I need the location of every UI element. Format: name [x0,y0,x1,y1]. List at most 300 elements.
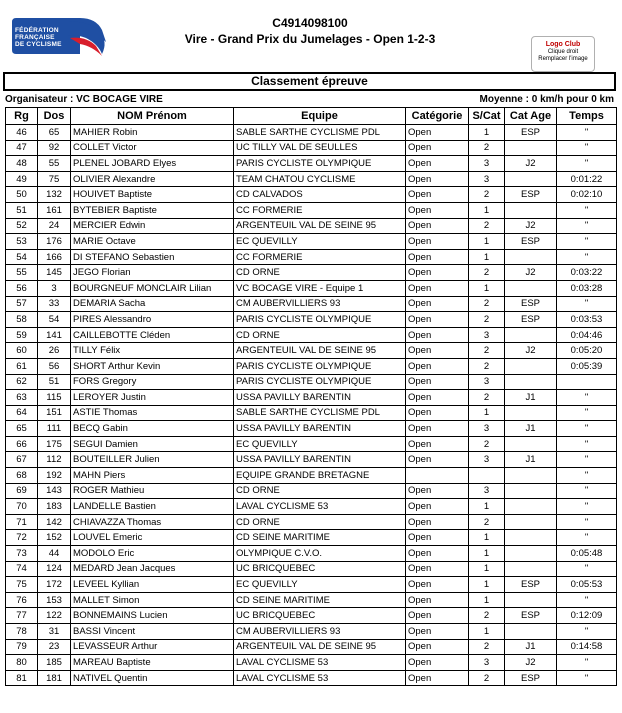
cell-equipe: CD ORNE [234,514,406,530]
cell-temps: " [557,405,617,421]
cell-temps: " [557,390,617,406]
table-row [6,514,617,530]
cell-cat-age [505,468,557,484]
cell-cat-age: J1 [505,639,557,655]
cell-equipe: PARIS CYCLISTE OLYMPIQUE [234,312,406,328]
cell-equipe: CC FORMERIE [234,249,406,265]
cell-temps: 0:04:46 [557,327,617,343]
cell-nom: DI STEFANO Sebastien [71,249,234,265]
cell-temps: " [557,670,617,686]
cell-equipe: EC QUEVILLY [234,436,406,452]
col-header-equipe: Equipe [234,108,406,125]
cell-nom: MODOLO Eric [71,546,234,562]
cell-scat: 1 [469,577,505,593]
cell-rg: 48 [6,156,38,172]
cell-categorie: Open [406,624,469,640]
cell-equipe: CD SEINE MARITIME [234,592,406,608]
cell-dos: 145 [38,265,71,281]
cell-categorie: Open [406,265,469,281]
cell-equipe: ARGENTEUIL VAL DE SEINE 95 [234,218,406,234]
cell-cat-age [505,546,557,562]
ffc-logo-line3: DE CYCLISME [15,41,62,48]
cell-categorie: Open [406,546,469,562]
table-row [6,171,617,187]
cell-scat: 1 [469,592,505,608]
cell-rg: 78 [6,624,38,640]
cell-equipe: USSA PAVILLY BARENTIN [234,452,406,468]
cell-rg: 58 [6,312,38,328]
cell-categorie: Open [406,561,469,577]
cell-nom: BOUTEILLER Julien [71,452,234,468]
table-row [6,592,617,608]
cell-rg: 61 [6,358,38,374]
cell-scat: 3 [469,452,505,468]
cell-cat-age: ESP [505,187,557,203]
cell-rg: 63 [6,390,38,406]
cell-cat-age [505,140,557,156]
cell-nom: LEVASSEUR Arthur [71,639,234,655]
cell-nom: LEROYER Justin [71,390,234,406]
cell-rg: 59 [6,327,38,343]
cell-nom: BECQ Gabin [71,421,234,437]
club-logo-title: Logo Club [545,41,581,48]
cell-categorie: Open [406,327,469,343]
cell-scat: 3 [469,374,505,390]
cell-equipe: CD ORNE [234,327,406,343]
table-row [6,639,617,655]
cell-nom: PIRES Alessandro [71,312,234,328]
cell-cat-age [505,280,557,296]
cell-categorie: Open [406,312,469,328]
cell-equipe: EC QUEVILLY [234,234,406,250]
results-table [5,107,617,686]
table-row [6,202,617,218]
race-title: Vire - Grand Prix du Jumelages - Open 1-2-3 [184,32,436,46]
col-header-temps: Temps [557,108,617,125]
cell-scat: 2 [469,140,505,156]
cell-scat: 3 [469,327,505,343]
results-body [6,125,617,686]
cell-temps: " [557,592,617,608]
cell-equipe: CD ORNE [234,265,406,281]
cell-rg: 75 [6,577,38,593]
cell-scat: 3 [469,171,505,187]
cell-categorie: Open [406,405,469,421]
table-row [6,421,617,437]
cell-cat-age [505,358,557,374]
cell-temps: " [557,140,617,156]
ffc-logo-line2: FRANÇAISE [15,34,55,41]
table-row [6,327,617,343]
cell-dos: 33 [38,296,71,312]
cell-nom: BASSI Vincent [71,624,234,640]
cell-scat: 2 [469,390,505,406]
cell-categorie: Open [406,343,469,359]
cell-equipe: PARIS CYCLISTE OLYMPIQUE [234,156,406,172]
cell-categorie: Open [406,140,469,156]
cell-scat [469,468,505,484]
cell-dos: 24 [38,218,71,234]
cell-dos: 132 [38,187,71,203]
cell-scat: 2 [469,358,505,374]
col-header-nom: NOM Prénom [71,108,234,125]
cell-nom: CAILLEBOTTE Cléden [71,327,234,343]
cell-cat-age: J2 [505,156,557,172]
cell-categorie: Open [406,655,469,671]
cell-cat-age [505,592,557,608]
cell-dos: 142 [38,514,71,530]
cell-nom: DEMARIA Sacha [71,296,234,312]
cell-categorie: Open [406,374,469,390]
cell-equipe: CD SEINE MARITIME [234,530,406,546]
cell-categorie: Open [406,218,469,234]
cell-dos: 75 [38,171,71,187]
cell-dos: 183 [38,499,71,515]
cell-nom: BYTEBIER Baptiste [71,202,234,218]
cell-equipe: EQUIPE GRANDE BRETAGNE [234,468,406,484]
cell-nom: MERCIER Edwin [71,218,234,234]
cell-dos: 26 [38,343,71,359]
cell-cat-age: J1 [505,390,557,406]
cell-temps: " [557,218,617,234]
cell-categorie: Open [406,608,469,624]
table-row [6,468,617,484]
cell-categorie: Open [406,639,469,655]
cell-rg: 79 [6,639,38,655]
cell-rg: 72 [6,530,38,546]
cell-dos: 92 [38,140,71,156]
cell-temps: " [557,249,617,265]
cell-cat-age: ESP [505,577,557,593]
cell-cat-age: J1 [505,452,557,468]
cell-rg: 49 [6,171,38,187]
table-row [6,561,617,577]
cell-categorie [406,468,469,484]
cell-nom: LEVEEL Kyllian [71,577,234,593]
cell-nom: HOUIVET Baptiste [71,187,234,203]
cell-equipe: UC BRICQUEBEC [234,561,406,577]
cell-rg: 65 [6,421,38,437]
cell-nom: NATIVEL Quentin [71,670,234,686]
cell-scat: 2 [469,296,505,312]
cell-categorie: Open [406,125,469,141]
table-row [6,546,617,562]
cell-cat-age: J2 [505,218,557,234]
table-row [6,280,617,296]
cell-equipe: SABLE SARTHE CYCLISME PDL [234,125,406,141]
cell-categorie: Open [406,249,469,265]
cell-temps: " [557,483,617,499]
table-row [6,577,617,593]
cell-dos: 181 [38,670,71,686]
cell-nom: FORS Gregory [71,374,234,390]
cell-equipe: PARIS CYCLISTE OLYMPIQUE [234,358,406,374]
cell-dos: 161 [38,202,71,218]
cell-rg: 55 [6,265,38,281]
cell-nom: MALLET Simon [71,592,234,608]
cell-rg: 69 [6,483,38,499]
cell-equipe: USSA PAVILLY BARENTIN [234,390,406,406]
cell-temps: 0:05:48 [557,546,617,562]
cell-scat: 1 [469,280,505,296]
table-row [6,405,617,421]
cell-scat: 3 [469,156,505,172]
cell-categorie: Open [406,499,469,515]
cell-cat-age [505,530,557,546]
table-row [6,624,617,640]
cell-temps: " [557,452,617,468]
cell-cat-age [505,499,557,515]
cell-dos: 3 [38,280,71,296]
cell-temps [557,374,617,390]
cell-equipe: UC BRICQUEBEC [234,608,406,624]
cell-temps: " [557,530,617,546]
cell-rg: 46 [6,125,38,141]
table-row [6,483,617,499]
cell-scat: 2 [469,608,505,624]
cell-scat: 2 [469,187,505,203]
col-header-categorie: Catégorie [406,108,469,125]
col-header-cat-age: Cat Age [505,108,557,125]
cell-cat-age: J2 [505,265,557,281]
cell-cat-age: ESP [505,234,557,250]
cell-temps: 0:05:39 [557,358,617,374]
cell-rg: 62 [6,374,38,390]
table-row [6,140,617,156]
cell-cat-age [505,249,557,265]
cell-temps: 0:05:20 [557,343,617,359]
cell-categorie: Open [406,234,469,250]
cell-scat: 2 [469,312,505,328]
cell-rg: 47 [6,140,38,156]
cell-cat-age: J1 [505,421,557,437]
cell-temps: " [557,468,617,484]
club-logo-placeholder[interactable] [531,36,595,72]
cell-dos: 172 [38,577,71,593]
col-header-rg: Rg [6,108,38,125]
cell-nom: PLENEL JOBARD Elyes [71,156,234,172]
cell-scat: 2 [469,436,505,452]
cell-dos: 176 [38,234,71,250]
cell-scat: 2 [469,343,505,359]
cell-rg: 68 [6,468,38,484]
cell-dos: 192 [38,468,71,484]
cell-rg: 57 [6,296,38,312]
table-row [6,234,617,250]
cell-categorie: Open [406,577,469,593]
cell-scat: 2 [469,639,505,655]
cell-rg: 80 [6,655,38,671]
cell-categorie: Open [406,530,469,546]
cell-rg: 73 [6,546,38,562]
cell-nom: BOURGNEUF MONCLAIR Lilian [71,280,234,296]
cell-equipe: VC BOCAGE VIRE - Equipe 1 [234,280,406,296]
cell-dos: 65 [38,125,71,141]
cell-nom: JEGO Florian [71,265,234,281]
cell-dos: 175 [38,436,71,452]
cell-dos: 23 [38,639,71,655]
cell-cat-age [505,624,557,640]
cell-temps: " [557,421,617,437]
cell-dos: 56 [38,358,71,374]
table-row [6,655,617,671]
table-row [6,530,617,546]
cell-categorie: Open [406,187,469,203]
cell-temps: 0:14:58 [557,639,617,655]
cell-nom: TILLY Félix [71,343,234,359]
cell-nom: CHIAVAZZA Thomas [71,514,234,530]
organisateur: Organisateur : VC BOCAGE VIRE [5,94,163,105]
cell-nom: LANDELLE Bastien [71,499,234,515]
cell-rg: 76 [6,592,38,608]
cell-dos: 55 [38,156,71,172]
cell-dos: 51 [38,374,71,390]
cell-categorie: Open [406,296,469,312]
table-row [6,187,617,203]
cell-dos: 124 [38,561,71,577]
cell-scat: 1 [469,125,505,141]
cell-temps: " [557,296,617,312]
cell-rg: 54 [6,249,38,265]
cell-rg: 52 [6,218,38,234]
cell-equipe: CM AUBERVILLIERS 93 [234,624,406,640]
table-row [6,249,617,265]
cell-cat-age: J2 [505,343,557,359]
cell-temps: 0:03:53 [557,312,617,328]
table-row [6,358,617,374]
cell-categorie: Open [406,483,469,499]
cell-scat: 1 [469,546,505,562]
cell-equipe: UC TILLY VAL DE SEULLES [234,140,406,156]
cell-nom: MEDARD Jean Jacques [71,561,234,577]
cell-temps: " [557,202,617,218]
club-logo-hint2: Remplacer l'image [538,56,588,62]
cell-temps: " [557,514,617,530]
cell-temps: 0:03:22 [557,265,617,281]
table-row [6,156,617,172]
cell-nom: MAHN Piers [71,468,234,484]
cell-cat-age [505,436,557,452]
cell-equipe: CD ORNE [234,483,406,499]
cell-equipe: CD CALVADOS [234,187,406,203]
cell-equipe: LAVAL CYCLISME 53 [234,670,406,686]
table-row [6,670,617,686]
cell-nom: LOUVEL Emeric [71,530,234,546]
cell-temps: " [557,436,617,452]
cell-cat-age [505,405,557,421]
cell-nom: BONNEMAINS Lucien [71,608,234,624]
cell-cat-age [505,327,557,343]
col-header-scat: S/Cat [469,108,505,125]
cell-scat: 2 [469,265,505,281]
cell-scat: 2 [469,670,505,686]
cell-rg: 70 [6,499,38,515]
cell-scat: 1 [469,530,505,546]
cell-categorie: Open [406,390,469,406]
cell-temps: " [557,655,617,671]
cell-equipe: CM AUBERVILLIERS 93 [234,296,406,312]
cell-dos: 111 [38,421,71,437]
cell-equipe: EC QUEVILLY [234,577,406,593]
cell-equipe: PARIS CYCLISTE OLYMPIQUE [234,374,406,390]
cell-scat: 1 [469,499,505,515]
cell-temps: 0:03:28 [557,280,617,296]
cell-dos: 185 [38,655,71,671]
cell-rg: 64 [6,405,38,421]
cell-temps: " [557,156,617,172]
cell-categorie: Open [406,436,469,452]
cell-cat-age [505,202,557,218]
cell-nom: MAHIER Robin [71,125,234,141]
cell-scat: 2 [469,514,505,530]
moyenne: Moyenne : 0 km/h pour 0 km [479,94,614,105]
table-row [6,436,617,452]
cell-equipe: TEAM CHATOU CYCLISME [234,171,406,187]
cell-scat: 1 [469,561,505,577]
cell-scat: 3 [469,483,505,499]
cell-scat: 1 [469,405,505,421]
table-row [6,374,617,390]
cell-scat: 1 [469,202,505,218]
cell-temps: " [557,499,617,515]
cell-cat-age: ESP [505,296,557,312]
table-row [6,390,617,406]
cell-rg: 51 [6,202,38,218]
cell-categorie: Open [406,514,469,530]
cell-scat: 3 [469,421,505,437]
cell-categorie: Open [406,670,469,686]
table-row [6,312,617,328]
cell-rg: 74 [6,561,38,577]
cell-dos: 112 [38,452,71,468]
cell-equipe: LAVAL CYCLISME 53 [234,655,406,671]
cell-dos: 122 [38,608,71,624]
cell-nom: SHORT Arthur Kevin [71,358,234,374]
cell-cat-age: J2 [505,655,557,671]
cell-categorie: Open [406,202,469,218]
cell-dos: 166 [38,249,71,265]
cell-rg: 71 [6,514,38,530]
table-row [6,452,617,468]
cell-equipe: LAVAL CYCLISME 53 [234,499,406,515]
cell-rg: 50 [6,187,38,203]
cell-temps: 0:01:22 [557,171,617,187]
cell-temps: 0:02:10 [557,187,617,203]
cell-cat-age [505,171,557,187]
cell-scat: 2 [469,218,505,234]
cell-categorie: Open [406,592,469,608]
results-header-row [6,108,617,125]
cell-nom: ASTIE Thomas [71,405,234,421]
cell-temps: " [557,561,617,577]
cell-dos: 54 [38,312,71,328]
cell-cat-age: ESP [505,608,557,624]
cell-cat-age: ESP [505,312,557,328]
cell-nom: COLLET Victor [71,140,234,156]
cell-cat-age [505,514,557,530]
cell-dos: 44 [38,546,71,562]
cell-dos: 151 [38,405,71,421]
cell-dos: 115 [38,390,71,406]
cell-dos: 143 [38,483,71,499]
cell-rg: 53 [6,234,38,250]
cell-scat: 3 [469,655,505,671]
cell-cat-age: ESP [505,125,557,141]
cell-cat-age [505,374,557,390]
cell-categorie: Open [406,421,469,437]
cell-temps: " [557,234,617,250]
table-row [6,265,617,281]
